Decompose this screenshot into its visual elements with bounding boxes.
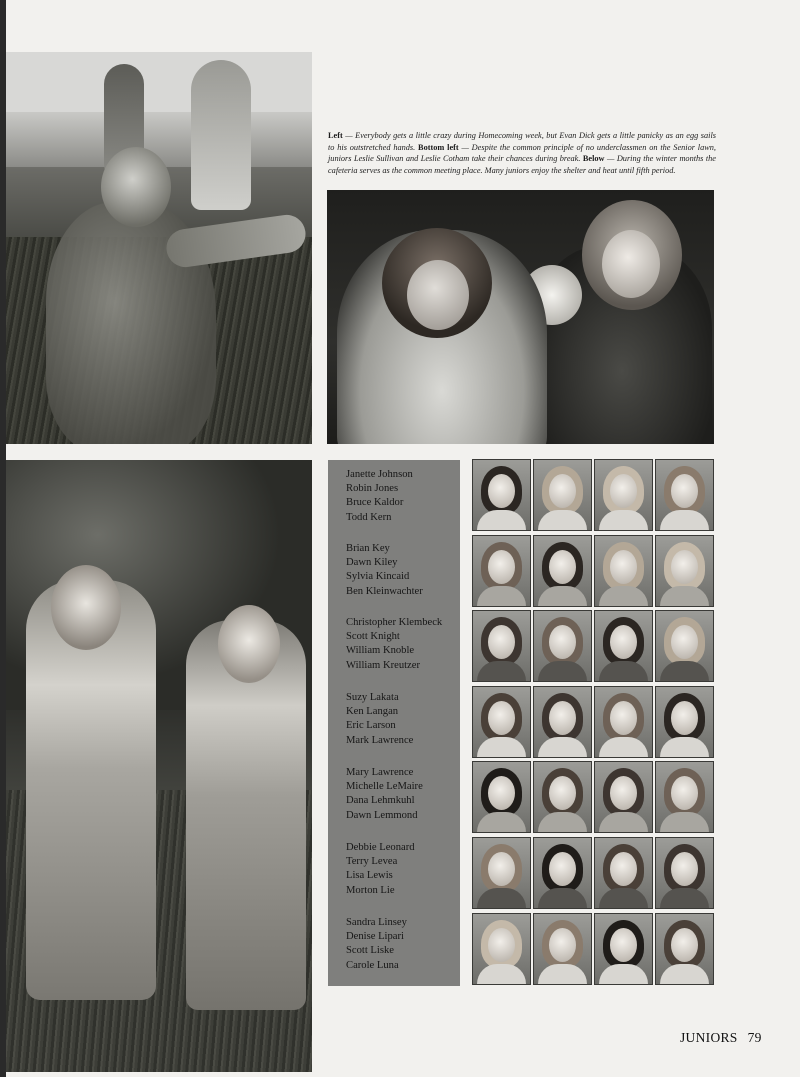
name-group — [346, 766, 423, 823]
page-number: 79 — [747, 1030, 762, 1045]
page-footer — [680, 1030, 762, 1046]
student-portrait — [533, 837, 592, 909]
portrait-shirt — [538, 964, 587, 985]
student-name: Janette Johnson — [346, 469, 413, 480]
name-group — [346, 616, 442, 673]
portrait-face — [488, 701, 515, 735]
photo-subject-face — [407, 260, 469, 330]
portrait-face — [671, 852, 698, 886]
student-portrait — [533, 610, 592, 682]
portrait-grid — [472, 459, 716, 987]
student-portrait — [655, 610, 714, 682]
photo-cafeteria — [327, 190, 714, 444]
portrait-face — [671, 701, 698, 735]
student-name: Ben Kleinwachter — [346, 585, 423, 597]
student-name: Sylvia Kincaid — [346, 571, 410, 583]
portrait-face — [549, 701, 576, 735]
student-portrait — [594, 459, 653, 531]
portrait-face — [549, 625, 576, 659]
portrait-shirt — [599, 661, 648, 682]
portrait-shirt — [538, 812, 587, 833]
portrait-face — [488, 625, 515, 659]
student-name: Todd Kern — [346, 511, 392, 523]
portrait-shirt — [477, 661, 526, 682]
portrait-face — [610, 550, 637, 584]
caption-label-left: Left — [328, 131, 343, 140]
portrait-face — [610, 474, 637, 508]
portrait-face — [488, 474, 515, 508]
student-portrait — [472, 459, 531, 531]
portrait-face — [549, 928, 576, 962]
student-portrait — [533, 761, 592, 833]
student-name: Dana Lehmkuhl — [346, 795, 415, 807]
student-name: Bruce Kaldor — [346, 497, 404, 509]
student-name: William Kreutzer — [346, 659, 420, 671]
student-portrait — [594, 837, 653, 909]
student-portrait — [594, 610, 653, 682]
student-portrait — [533, 686, 592, 758]
portrait-shirt — [477, 737, 526, 758]
caption-label-below: Below — [582, 154, 605, 163]
portrait-face — [488, 852, 515, 886]
student-name: Ken Langan — [346, 706, 399, 718]
name-group — [346, 691, 413, 748]
student-portrait — [472, 761, 531, 833]
caption-text-left: — Everybody gets a little crazy during Homecoming week, but Evan Dick gets a little panicky as an egg sails to his outstretched hands. — [328, 131, 716, 152]
student-name: Scott Liske — [346, 945, 394, 957]
portrait-face — [549, 550, 576, 584]
portrait-shirt — [599, 812, 648, 833]
student-portrait — [655, 837, 714, 909]
student-portrait — [594, 535, 653, 607]
photo-senior-lawn — [6, 460, 312, 1072]
portrait-shirt — [660, 888, 709, 909]
student-portrait — [655, 913, 714, 985]
portrait-shirt — [660, 964, 709, 985]
name-group — [346, 468, 413, 525]
name-group — [346, 542, 423, 599]
portrait-face — [610, 928, 637, 962]
portrait-shirt — [477, 586, 526, 607]
student-name: Christopher Klembeck — [346, 617, 443, 628]
portrait-shirt — [660, 510, 709, 531]
portrait-face — [610, 701, 637, 735]
caption-text-bottom-left: — Despite the common principle of no underclassmen on the Senior lawn, juniors Leslie Sullivan and Leslie Cotham take their chances during break. — [328, 142, 716, 163]
portrait-shirt — [477, 964, 526, 985]
portrait-shirt — [538, 586, 587, 607]
photo-background-person — [191, 60, 251, 210]
portrait-face — [671, 550, 698, 584]
portrait-face — [488, 928, 515, 962]
student-portrait — [533, 459, 592, 531]
student-name: Terry Levea — [346, 856, 398, 868]
portrait-shirt — [538, 737, 587, 758]
student-name: Morton Lie — [346, 884, 395, 896]
student-portrait — [533, 535, 592, 607]
portrait-shirt — [660, 812, 709, 833]
names-panel — [328, 460, 460, 986]
portrait-shirt — [538, 510, 587, 531]
portrait-shirt — [599, 888, 648, 909]
name-group — [346, 841, 415, 898]
portrait-shirt — [660, 661, 709, 682]
student-name: Sandra Linsey — [346, 917, 407, 928]
student-portrait — [472, 535, 531, 607]
student-portrait — [594, 913, 653, 985]
portrait-shirt — [477, 888, 526, 909]
student-name: Suzy Lakata — [346, 692, 399, 703]
portrait-face — [488, 550, 515, 584]
student-portrait — [594, 686, 653, 758]
student-portrait — [655, 686, 714, 758]
portrait-shirt — [538, 661, 587, 682]
student-portrait — [655, 535, 714, 607]
portrait-shirt — [599, 586, 648, 607]
portrait-face — [671, 474, 698, 508]
caption-label-bottom-left: Bottom left — [418, 142, 459, 152]
portrait-shirt — [599, 510, 648, 531]
student-name: Eric Larson — [346, 720, 396, 732]
student-portrait — [533, 913, 592, 985]
portrait-shirt — [660, 737, 709, 758]
portrait-shirt — [660, 586, 709, 607]
student-name: Michelle LeMaire — [346, 781, 423, 793]
photo-subject-head — [218, 605, 280, 683]
portrait-face — [610, 625, 637, 659]
name-group — [346, 916, 407, 973]
portrait-face — [610, 852, 637, 886]
portrait-shirt — [477, 510, 526, 531]
student-portrait — [472, 686, 531, 758]
student-name: Dawn Kiley — [346, 557, 398, 569]
portrait-shirt — [538, 888, 587, 909]
photo-subject-head — [51, 565, 121, 650]
caption-text-below: — During the winter months the cafeteria serves as the common meeting place. Many juniors enjoy the shelter and heat until fifth period. — [328, 154, 716, 175]
student-name: Scott Knight — [346, 631, 400, 643]
portrait-shirt — [477, 812, 526, 833]
photo-caption — [328, 130, 716, 176]
portrait-face — [549, 852, 576, 886]
student-name: Lisa Lewis — [346, 870, 393, 882]
student-portrait — [655, 761, 714, 833]
student-name: Dawn Lemmond — [346, 809, 418, 821]
student-portrait — [472, 837, 531, 909]
student-portrait — [472, 610, 531, 682]
student-name: Brian Key — [346, 543, 390, 554]
photo-homecoming-egg-toss — [6, 52, 312, 444]
student-name: Carole Luna — [346, 959, 399, 971]
section-title: JUNIORS — [680, 1030, 738, 1045]
portrait-shirt — [599, 737, 648, 758]
portrait-face — [549, 474, 576, 508]
portrait-shirt — [599, 964, 648, 985]
photo-subject-face — [602, 230, 660, 298]
student-name: Robin Jones — [346, 483, 399, 495]
student-portrait — [472, 913, 531, 985]
portrait-face — [671, 928, 698, 962]
student-name: Mark Lawrence — [346, 734, 414, 746]
student-name: Debbie Leonard — [346, 842, 415, 853]
student-name: William Knoble — [346, 645, 415, 657]
photo-subject-head — [101, 147, 171, 227]
student-name: Mary Lawrence — [346, 767, 414, 778]
portrait-face — [671, 625, 698, 659]
student-portrait — [594, 761, 653, 833]
student-portrait — [655, 459, 714, 531]
student-name: Denise Lipari — [346, 931, 404, 943]
